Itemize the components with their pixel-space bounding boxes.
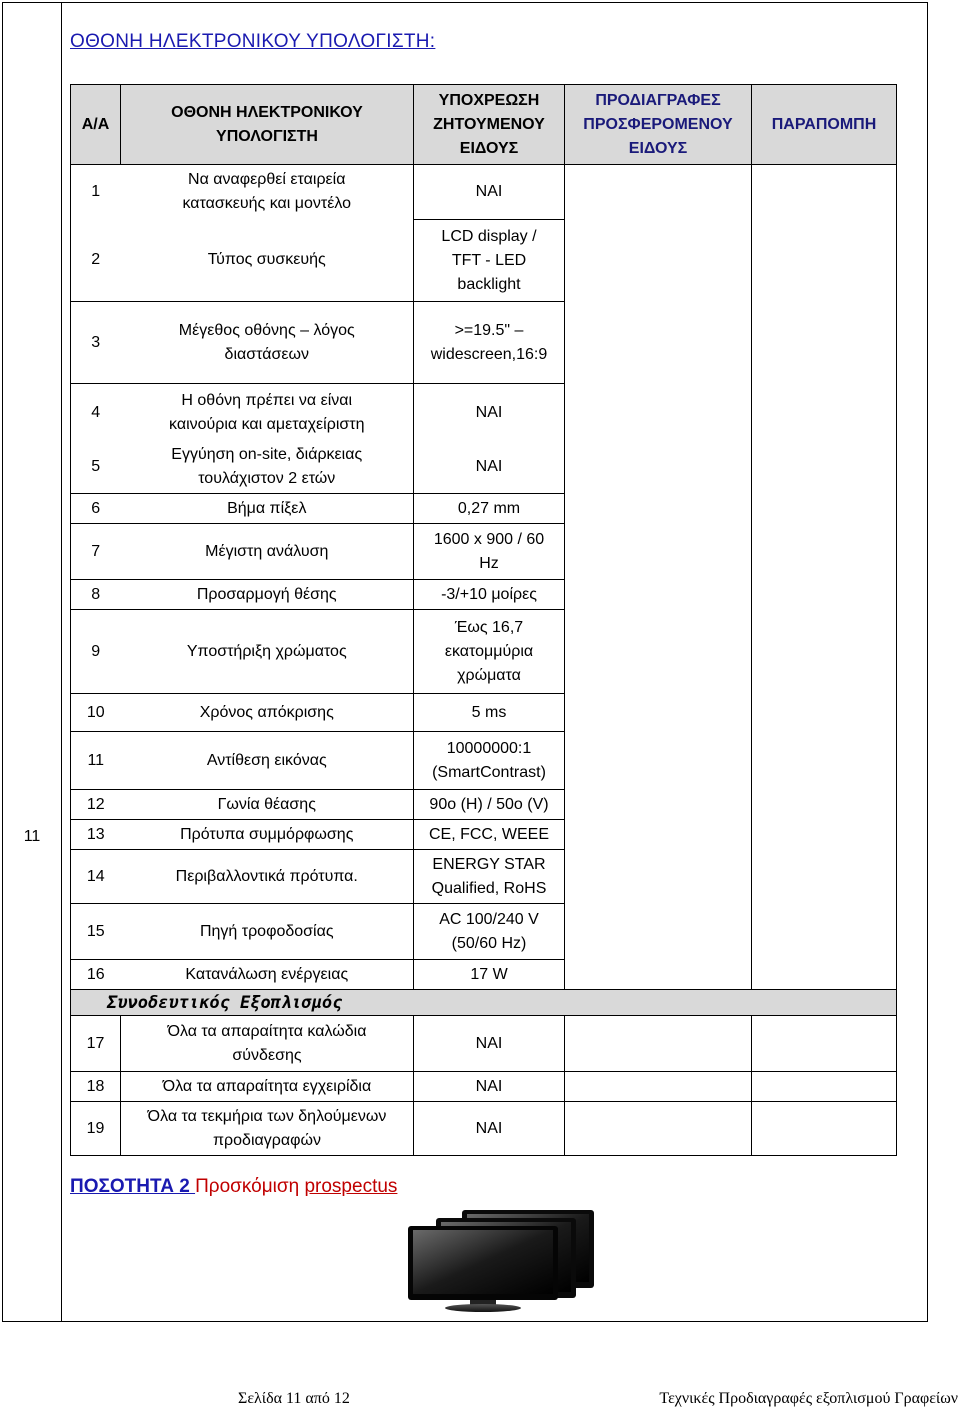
table-row [71,1102,897,1156]
row-item-text: Όλα τα τεκμήρια των δηλούμενων προδιαγραφών [147,1107,387,1149]
row-item: Πρότυπα συμμόρφωσης [121,820,414,850]
table-row [71,820,897,850]
row-item [121,1102,414,1156]
row-offered[interactable] [565,220,752,302]
row-item-text: Να αναφερθεί εταιρεία κατασκευής και μοντέλο [182,171,351,213]
row-item: Μέγιστη ανάλυση [121,524,414,580]
row-offered[interactable] [565,1016,752,1072]
row-number: 3 [71,302,121,384]
quantity-line [70,1176,397,1198]
header-offered-text: ΠΡΟΔΙΑΓΡΑΦΕΣ ΠΡΟΣΦΕΡΟΜΕΝΟΥ ΕΙΔΟΥΣ [583,91,733,157]
row-required [414,302,565,384]
monitors-image [400,1204,600,1314]
row-number: 4 [71,384,121,442]
row-offered[interactable] [565,384,752,442]
row-reference[interactable] [752,904,897,960]
row-item: Αντίθεση εικόνας [121,732,414,790]
prospectus-note [195,1176,397,1197]
quantity-label: ΠΟΣΟΤΗΤΑ 2 [70,1176,196,1197]
row-number: 16 [71,960,121,990]
row-offered[interactable] [565,790,752,820]
row-item: Προσαρμογή θέσης [121,580,414,610]
row-offered[interactable] [565,580,752,610]
row-offered[interactable] [565,960,752,990]
footer-page-number: Σελίδα 11 από 12 [238,1390,350,1407]
table-row [71,165,897,220]
row-offered[interactable] [565,820,752,850]
row-offered[interactable] [565,524,752,580]
row-item [121,384,414,442]
row-required-text: Έως 16,7 εκατομμύρια χρώματα [444,618,534,684]
row-number: 8 [71,580,121,610]
row-offered[interactable] [565,904,752,960]
row-offered[interactable] [565,302,752,384]
row-number: 15 [71,904,121,960]
spec-table [70,84,897,1156]
row-required [414,850,565,904]
header-item-text: ΟΘΟΝΗ ΗΛΕΚΤΡΟΝΙΚΟΥ ΥΠΟΛΟΓΙΣΤΗ [171,103,363,145]
table-row [71,1016,897,1072]
row-reference[interactable] [752,302,897,384]
frame-divider [61,3,62,1321]
row-reference[interactable] [752,1016,897,1072]
table-row [71,302,897,384]
row-required: ΝΑΙ [414,384,565,442]
row-reference[interactable] [752,220,897,302]
row-offered[interactable] [565,694,752,732]
row-required: 0,27 mm [414,494,565,524]
row-required-text: >=19.5" – widescreen,16:9 [430,321,548,363]
table-row [71,580,897,610]
row-reference[interactable] [752,732,897,790]
item-number: 11 [23,828,41,845]
row-required: 90ο (H) / 50ο (V) [414,790,565,820]
row-offered[interactable] [565,610,752,694]
row-item: Γωνία θέασης [121,790,414,820]
row-required: 17 W [414,960,565,990]
row-number: 17 [71,1016,121,1072]
row-required-text: 1600 x 900 / 60 Hz [433,530,545,572]
row-reference[interactable] [752,494,897,524]
row-number: 12 [71,790,121,820]
row-number: 18 [71,1072,121,1102]
row-item: Χρόνος απόκρισης [121,694,414,732]
row-reference[interactable] [752,960,897,990]
table-row [71,1072,897,1102]
row-reference[interactable] [752,165,897,220]
row-reference[interactable] [752,1072,897,1102]
row-item [121,302,414,384]
row-reference[interactable] [752,820,897,850]
table-row [71,790,897,820]
row-required: -3/+10 μοίρες [414,580,565,610]
row-number: 2 [71,220,121,302]
row-required-text: AC 100/240 V (50/60 Hz) [439,910,539,952]
header-required-text: ΥΠΟΧΡΕΩΣΗ ΖΗΤΟΥΜΕΝΟΥ ΕΙΔΟΥΣ [433,91,545,157]
row-item: Βήμα πίξελ [121,494,414,524]
table-row [71,220,897,302]
row-number: 7 [71,524,121,580]
row-number: 19 [71,1102,121,1156]
row-required: ΝΑΙ [414,442,565,494]
footer-document-title: Τεχνικές Προδιαγραφές εξοπλισμού Γραφείων [659,1390,958,1407]
row-item: Τύπος συσκευής [121,220,414,302]
header-item [121,85,414,165]
row-offered[interactable] [565,494,752,524]
table-row [71,732,897,790]
row-required: ΝΑΙ [414,1016,565,1072]
row-item: Όλα τα απαραίτητα εγχειρίδια [121,1072,414,1102]
table-row [71,442,897,494]
row-required: ΝΑΙ [414,165,565,220]
accessory-heading-text: Συνοδευτικός Εξοπλισμός [107,992,343,1013]
row-number: 11 [71,732,121,790]
monitor-front [408,1226,558,1312]
table-row [71,494,897,524]
row-item-text: Όλα τα απαραίτητα καλώδια σύνδεσης [167,1022,367,1064]
row-required-text: LCD display / TFT - LED backlight [441,227,537,293]
row-reference[interactable] [752,580,897,610]
row-number: 1 [71,165,121,220]
row-number: 13 [71,820,121,850]
prospectus-word: prospectus [304,1176,398,1197]
section-title: ΟΘΟΝΗ ΗΛΕΚΤΡΟΝΙΚΟΥ ΥΠΟΛΟΓΙΣΤΗ: [70,31,436,52]
table-row [71,960,897,990]
accessory-heading [71,990,897,1016]
table-header-row [71,85,897,165]
header-required [414,85,565,165]
row-reference[interactable] [752,850,897,904]
row-number: 9 [71,610,121,694]
table-row [71,904,897,960]
row-required [414,524,565,580]
row-item [121,442,414,494]
row-item-text: Μέγεθος οθόνης – λόγος διαστάσεων [178,321,355,363]
table-row [71,384,897,442]
row-offered[interactable] [565,850,752,904]
row-offered[interactable] [565,1102,752,1156]
row-item: Πηγή τροφοδοσίας [121,904,414,960]
row-item: Περιβαλλοντικά πρότυπα. [121,850,414,904]
row-offered[interactable] [565,442,752,494]
row-reference[interactable] [752,524,897,580]
row-item: Κατανάλωση ενέργειας [121,960,414,990]
row-number: 5 [71,442,121,494]
row-required-text: ENERGY STAR Qualified, RoHS [431,855,547,897]
row-required [414,220,565,302]
row-reference[interactable] [752,442,897,494]
header-index: Α/Α [71,85,121,165]
row-reference[interactable] [752,694,897,732]
row-required: ΝΑΙ [414,1102,565,1156]
table-row [71,694,897,732]
row-required [414,732,565,790]
row-item: Υποστήριξη χρώματος [121,610,414,694]
row-item [121,1016,414,1072]
accessory-heading-row [71,990,897,1016]
table-row [71,850,897,904]
row-reference[interactable] [752,610,897,694]
row-item-text: Εγγύηση on-site, διάρκειας τουλάχιστον 2 ετών [171,446,363,488]
row-reference[interactable] [752,790,897,820]
row-offered[interactable] [565,732,752,790]
row-number: 10 [71,694,121,732]
row-required: ΝΑΙ [414,1072,565,1102]
row-offered[interactable] [565,165,752,220]
row-required [414,904,565,960]
row-number: 6 [71,494,121,524]
row-item-text: Η οθόνη πρέπει να είναι καινούρια και αμεταχείριστη [169,391,365,433]
row-required: 5 ms [414,694,565,732]
table-row [71,524,897,580]
header-offered [565,85,752,165]
row-reference[interactable] [752,384,897,442]
header-reference: ΠΑΡΑΠΟΜΠΗ [752,85,897,165]
row-required-text: 10000000:1 (SmartContrast) [432,739,546,781]
row-reference[interactable] [752,1102,897,1156]
row-item [121,165,414,220]
table-row [71,610,897,694]
row-number: 14 [71,850,121,904]
row-required [414,610,565,694]
row-required: CE, FCC, WEEE [414,820,565,850]
row-offered[interactable] [565,1072,752,1102]
prospectus-prefix: Προσκόμιση [195,1176,305,1197]
